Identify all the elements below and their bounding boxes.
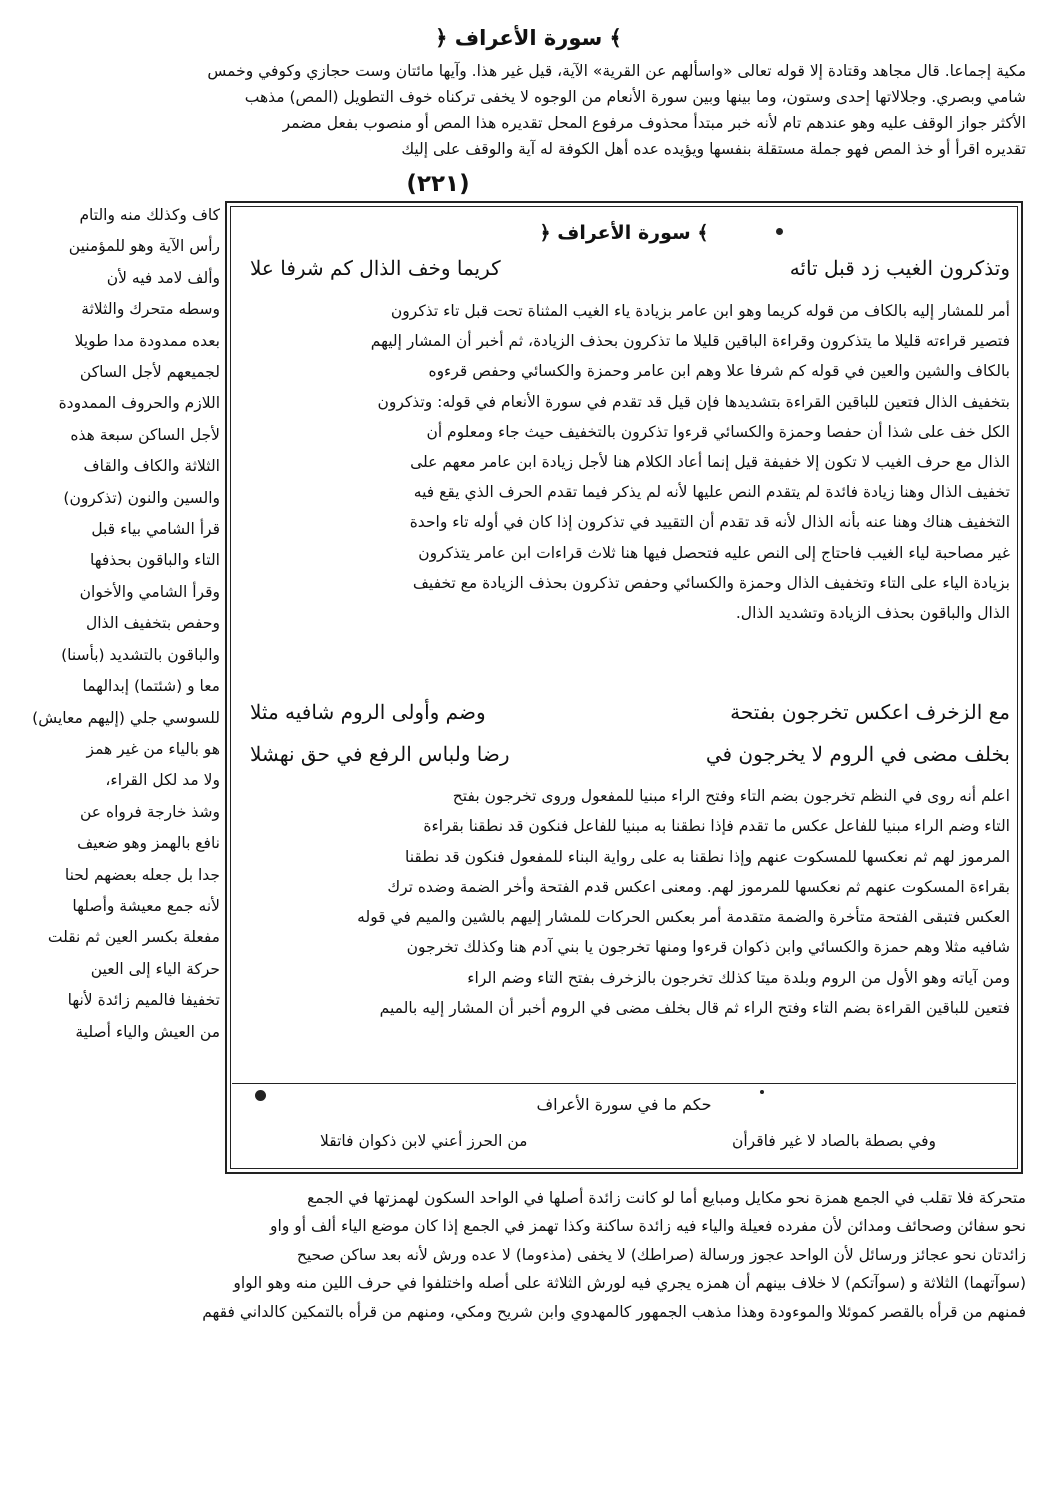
text-line: لأنه جمع معيشة وأصلها bbox=[72, 896, 220, 915]
text-line: الأكثر جواز الوقف عليه وهو عندهم تام لأنه خبر مبتدأ محذوف مرفوع المحل تقديره هذا المص أو منصوب بفعل مضمر bbox=[282, 114, 1026, 132]
text-line: بعده ممدودة مدا طويلا bbox=[74, 331, 220, 350]
text-line: متحركة فلا تقلب في الجمع همزة نحو مكايل ومبايع أما لو كانت زائدة أصلها في الواحد السكون لهمزتها في الجمع bbox=[307, 1189, 1026, 1207]
text-line: اعلم أنه روى في النظم تخرجون بضم التاء وفتح الراء مبنيا للمفعول وروى تخرجون بفتح bbox=[452, 787, 1010, 805]
text-line: تخفيفا فالميم زائدة لأنها bbox=[67, 991, 220, 1010]
text-line: التاء وضم الراء مبنيا للفاعل عكس ما تقدم فإذا نطقنا به مبنيا للفاعل فنكون قد نطقنا بقراءة bbox=[423, 817, 1010, 836]
text-line: وشذ خارجة فرواه عن bbox=[80, 802, 220, 821]
text-line: والسين والنون (تذكرون) bbox=[63, 488, 220, 507]
text-line: العكس فتبقى الفتحة متأخرة والضمة متقدمة أمر بعكس الحركات للمشار إليهم بالشين والميم في قوله bbox=[357, 908, 1010, 927]
verse-hemistich-second: رضا ولباس الرفع في حق نهشلا bbox=[250, 742, 510, 766]
text-line: تخفيف الذال وهنا زيادة فائدة لم يتقدم النص عليها لأنه لم يذكر فيما تقدم الحرف الذي يقع فيه bbox=[413, 483, 1010, 502]
text-line: للسوسي جلي (إليهم معايش) bbox=[32, 708, 220, 727]
text-line: المرموز لهم ثم نعكسها للمسكوت عنهم وإذا نطقنا به على رواية البناء للمفعول فنكون قد نطقنا bbox=[404, 847, 1010, 866]
text-line: وألف لامد فيه لأن bbox=[106, 268, 220, 287]
verse-hemistich-first: وتذكرون الغيب زد قبل تائه bbox=[789, 256, 1010, 280]
text-line: ولا مد لكل القراء، bbox=[105, 771, 220, 790]
ink-dot bbox=[760, 1090, 764, 1094]
text-line: ومن آياته وهو الأول من الروم وبلدة ميتا كذلك تخرجون بالزخرف بفتح التاء وضم الراء bbox=[467, 968, 1010, 987]
text-line: نافع بالهمز وهو ضعيف bbox=[77, 834, 220, 853]
verse-hemistich-second: من الحرز أعني لابن ذكوان فاتقلا bbox=[320, 1132, 528, 1150]
text-line: الكل خف على شذا أن حفصا وحمزة والكسائي قرءوا تذكرون بالتخفيف حيث جاء ومعلوم أن bbox=[426, 422, 1010, 441]
text-line: معا و (شئتما) إبدالهما bbox=[82, 677, 220, 696]
text-line: لجميعهم لأجل الساكن bbox=[79, 363, 220, 382]
poem-verse bbox=[250, 700, 1010, 724]
top-commentary bbox=[34, 58, 1026, 162]
verse-hemistich-first: بخلف مضى في الروم لا يخرجون في bbox=[705, 742, 1010, 766]
text-line: الثلاثة والكاف والقاف bbox=[83, 457, 220, 476]
text-line: قرأ الشامي بياء قبل bbox=[91, 520, 220, 539]
surah-title: ﴿ سورة الأعراف ﴾ bbox=[435, 26, 622, 50]
verse-hemistich-second: وضم وأولى الروم شافيه مثلا bbox=[250, 700, 486, 724]
text-line: (سوآتهما) الثلاثة و (سوآتكم) لا خلاف بينهم أن همزه يجري فيه لورش الثلاثة على أصله واختلفوا في حرف اللين منه وهو الواو bbox=[233, 1274, 1026, 1293]
text-line: التاء والباقون بحذفها bbox=[89, 551, 220, 570]
ruling-heading: حكم ما في سورة الأعراف bbox=[536, 1095, 712, 1114]
verse-hemistich-second: كريما وخف الذال كم شرفا علا bbox=[250, 256, 501, 280]
text-line: مكية إجماعا. قال مجاهد وقتادة إلا قوله تعالى «واسألهم عن القرية» الآية، قيل غير هذا. وآيها مائتان وست حجازي وكوفي وخمس bbox=[207, 62, 1026, 80]
text-line: وحفص بتخفيف الذال bbox=[85, 614, 220, 633]
text-line: لأجل الساكن سبعة هذه bbox=[70, 425, 220, 444]
text-line: فمنهم من قرأه بالقصر كموئلا والموءودة وهذا مذهب الجمهور كالمهدوي وابن شريح ومكي، ومنهم من قرأه بالتمكين كالداني فقهم bbox=[202, 1302, 1026, 1321]
text-line: اللازم والحروف الممدودة bbox=[58, 394, 220, 413]
text-line: الذال والباقون بحذف الزيادة وتشديد الذال. bbox=[735, 604, 1010, 623]
text-line: بزيادة الياء على التاء وتخفيف الذال وحمزة والكسائي وحفص تذكرون بحذف الزيادة مع تخفيف bbox=[412, 573, 1010, 592]
text-line: من العيش والياء أصلية bbox=[75, 1022, 220, 1041]
verse-hemistich-first: مع الزخرف اعكس تخرجون بفتحة bbox=[730, 700, 1010, 724]
text-line: حركة الياء إلى العين bbox=[90, 959, 220, 978]
text-line: جدا بل جعله بعضهم لحنا bbox=[64, 865, 220, 884]
verse-commentary bbox=[244, 296, 1010, 628]
ruling-verse bbox=[320, 1132, 936, 1150]
text-line: بقراءة المسكوت عنهم ثم نعكسها للمرموز لهم. ومعنى اعكس قدم الفتحة وأخر الضمة وضده ترك bbox=[387, 877, 1010, 896]
poem-verse bbox=[250, 256, 1010, 280]
text-line: تقديره اقرأ أو خذ المص فهو جملة مستقلة بنفسها ويؤيده عده أهل الكوفة له آية والوقف على إليك bbox=[401, 140, 1026, 158]
text-line: الذال مع حرف الغيب لا تكون إلا خفيفة قيل إنما أعاد الكلام هنا لأجل زيادة ابن عامر معهم على bbox=[410, 453, 1010, 472]
section-divider bbox=[232, 1083, 1016, 1084]
text-line: بتخفيف الذال فتعين للباقين القراءة بتشديدها فإن قيل قد تقدم في سورة الأنعام في قوله: وتذكرون bbox=[377, 392, 1010, 411]
text-line: شافيه مثلا وهم حمزة والكسائي وابن ذكوان قرءوا ومنها تخرجون يا بني آدم هنا وكذلك تخرجون bbox=[406, 938, 1010, 957]
text-line: كاف وكذلك منه والتام bbox=[79, 206, 220, 224]
text-line: أمر للمشار إليه بالكاف من قوله كريما وهو ابن عامر بزيادة ياء الغيب المثناة تحت قبل تاء تذكرون bbox=[390, 302, 1010, 320]
text-line: هو بالياء من غير همز bbox=[86, 739, 220, 758]
text-line: رأس الآية وهو للمؤمنين bbox=[68, 237, 220, 256]
poem-verse bbox=[250, 742, 1010, 766]
text-line: وقرأ الشامي والأخوان bbox=[79, 582, 220, 601]
text-line: فتصير قراءته قليلا ما يتذكرون وقراءة الباقين قليلا ما تذكرون بحذف الزيادة، ثم أخبر أن المشار إليهم bbox=[370, 332, 1010, 351]
text-line: شامي وبصري. وجلالاتها إحدى وستون، وما بينها وبين سورة الأنعام من الوجوه لا يخفى تركناه خوف التطويل (المص) مذهب bbox=[244, 88, 1026, 106]
text-line: بالكاف والشين والعين في قوله كم شرفا علا وهم ابن عامر وحمزة والكسائي وحفص قرءوه bbox=[428, 362, 1010, 381]
bottom-commentary bbox=[34, 1184, 1026, 1326]
text-line: زائدتان نحو عجائز ورسائل لأن الواحد عجوز ورسالة (صراطك) لا يخفى (مذءوما) لا عده ورش لأنه بعد ساكن صحيح bbox=[296, 1245, 1026, 1264]
text-line: نحو سفائن وصحائف ومدائن لأن مفرده فعيلة والياء فيه زائدة ساكنة وكذا تهمز في الجمع إذا كان موضع الياء ألف أو واو bbox=[270, 1217, 1026, 1236]
verse-hemistich-first: وفي بصطة بالصاد لا غير فاقرأن bbox=[731, 1132, 936, 1150]
inner-surah-title: ﴿ سورة الأعراف ﴾ bbox=[539, 222, 709, 244]
text-line: والباقون بالتشديد (بأسنا) bbox=[61, 645, 220, 664]
text-line: التخفيف هناك وهنا عنه بأنه الذال لأنه قد تقدم أن التقييد في تذكرون إذا كان في أوله تاء واحدة bbox=[409, 513, 1010, 532]
side-commentary-column bbox=[24, 200, 220, 1048]
text-line: غير مصاحبة لياء الغيب فاحتاج إلى النص عليه فتحصل فيها هنا ثلاث قراءات ابن عامر يتذكرون bbox=[418, 543, 1010, 562]
text-line: مفعلة بكسر العين ثم نقلت bbox=[47, 928, 220, 947]
text-line: وسطه متحرك والثلاثة bbox=[81, 300, 220, 319]
verse-commentary bbox=[244, 781, 1010, 1023]
text-line: فتعين للباقين القراءة بضم التاء وفتح الراء ثم قال بخلف مضى في الروم أخبر أن المشار إليه بالميم bbox=[379, 999, 1010, 1018]
page-number: (٢٢١) bbox=[406, 171, 470, 197]
